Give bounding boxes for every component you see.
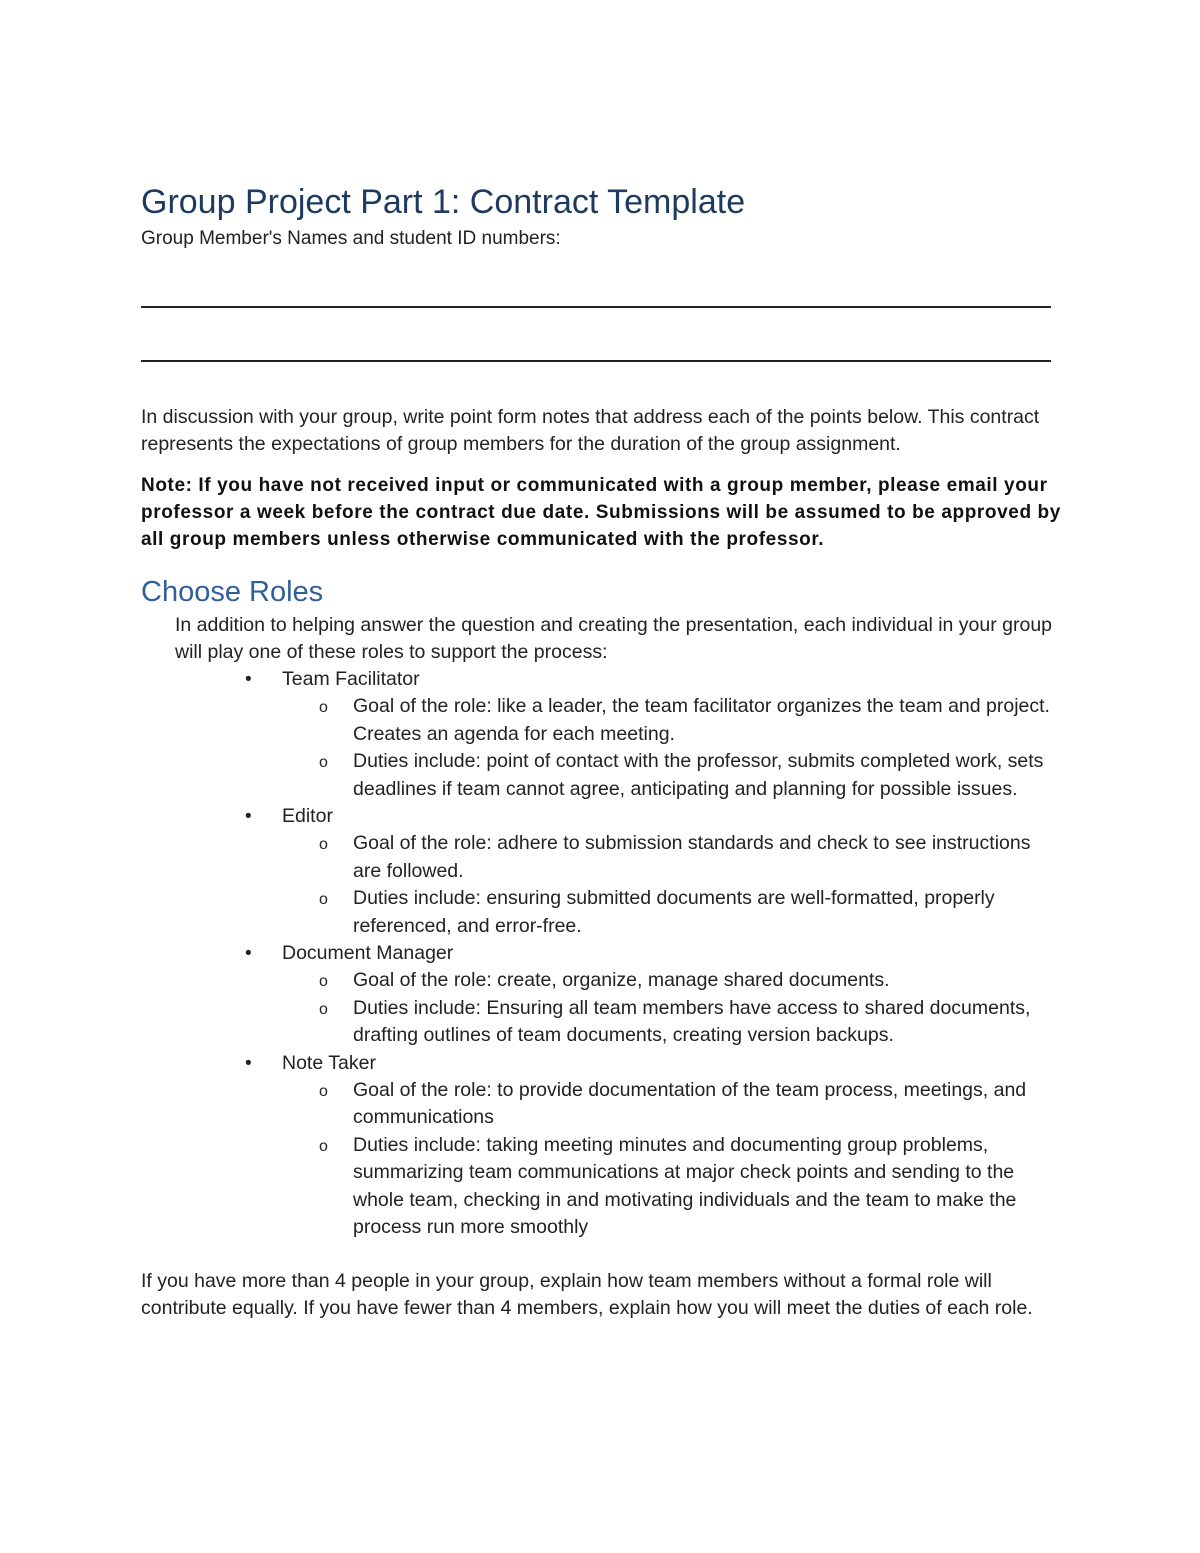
role-document-manager — [141, 940, 1061, 1050]
role-note-taker — [141, 1050, 1061, 1242]
role-duties-text: Duties include: ensuring submitted documents are well-formatted, properly referenced, and error-free. — [353, 887, 995, 937]
sub-bullet-icon: o — [319, 836, 328, 853]
role-goal-text: Goal of the role: adhere to submission standards and check to see instructions are followed. — [353, 832, 1031, 882]
role-duties — [282, 995, 1053, 1050]
bullet-icon: • — [245, 806, 252, 827]
sub-bullet-icon: o — [319, 754, 328, 771]
role-duties-text: Duties include: point of contact with the professor, submits completed work, sets deadlines if team cannot agree, anticipating and planning for possible issues. — [353, 750, 1044, 800]
role-name: Team Facilitator — [282, 668, 420, 690]
sub-bullet-icon: o — [319, 699, 328, 716]
role-editor — [141, 803, 1061, 940]
member-blank-line-1[interactable] — [141, 306, 1051, 308]
role-duties-text: Duties include: Ensuring all team members have access to shared documents, drafting outlines of team documents, creating version backups. — [353, 996, 1031, 1046]
closing-paragraph: If you have more than 4 people in your group, explain how team members without a formal role will contribute equally. If you have fewer than 4 members, explain how you will meet the duties of each role. — [141, 1269, 1033, 1319]
sub-bullet-icon: o — [319, 1137, 328, 1155]
bullet-icon: • — [245, 1052, 252, 1074]
role-details — [282, 1077, 1061, 1242]
role-duties — [282, 1132, 1053, 1242]
role-details — [282, 693, 1061, 803]
role-goal — [282, 1077, 1053, 1132]
role-duties — [282, 885, 1053, 940]
document-body — [141, 178, 1061, 1322]
role-goal-text: Goal of the role: like a leader, the team facilitator organizes the team and project. Creates an agenda for each meeting. — [353, 695, 1050, 745]
role-goal-text: Goal of the role: to provide documentation of the team process, meetings, and communications — [353, 1078, 1027, 1128]
role-goal — [282, 830, 1053, 885]
member-blank-line-2[interactable] — [141, 360, 1051, 362]
bullet-icon: • — [245, 669, 252, 690]
roles-list — [141, 666, 1061, 1242]
note-paragraph: Note: If you have not received input or communicated with a group member, please email your professor a week before the contract due date. Submissions will be assumed to be approved by all group members unless otherwise communicated with the professor. — [141, 475, 1061, 550]
role-name: Note Taker — [282, 1051, 376, 1074]
bullet-icon: • — [245, 943, 252, 964]
role-team-facilitator — [141, 666, 1061, 803]
role-goal-text: Goal of the role: create, organize, manage shared documents. — [353, 969, 890, 991]
role-details — [282, 967, 1061, 1050]
role-goal — [282, 693, 1053, 748]
document-title: Group Project Part 1: Contract Template — [141, 183, 746, 221]
section-heading-choose-roles: Choose Roles — [141, 576, 324, 608]
sub-bullet-icon: o — [319, 891, 328, 908]
sub-bullet-icon: o — [319, 1000, 328, 1018]
sub-bullet-icon: o — [319, 1082, 328, 1100]
role-name: Editor — [282, 805, 333, 827]
sub-bullet-icon: o — [319, 973, 328, 990]
members-prompt: Group Member's Names and student ID numbers: — [141, 228, 561, 249]
role-duties-text: Duties include: taking meeting minutes and documenting group problems, summarizing team communications at major check points and sending to the whole team, checking in and motivating individuals and the team to make the process run more smoothly — [353, 1133, 1017, 1238]
section-intro: In addition to helping answer the question and creating the presentation, each individual in your group will play one of these roles to support the process: — [175, 614, 1053, 663]
role-goal — [282, 967, 1053, 995]
role-details — [282, 830, 1061, 940]
role-duties — [282, 748, 1053, 803]
role-name: Document Manager — [282, 942, 454, 964]
intro-paragraph: In discussion with your group, write point form notes that address each of the points below. This contract represents the expectations of group members for the duration of the group assignment. — [141, 406, 1040, 455]
